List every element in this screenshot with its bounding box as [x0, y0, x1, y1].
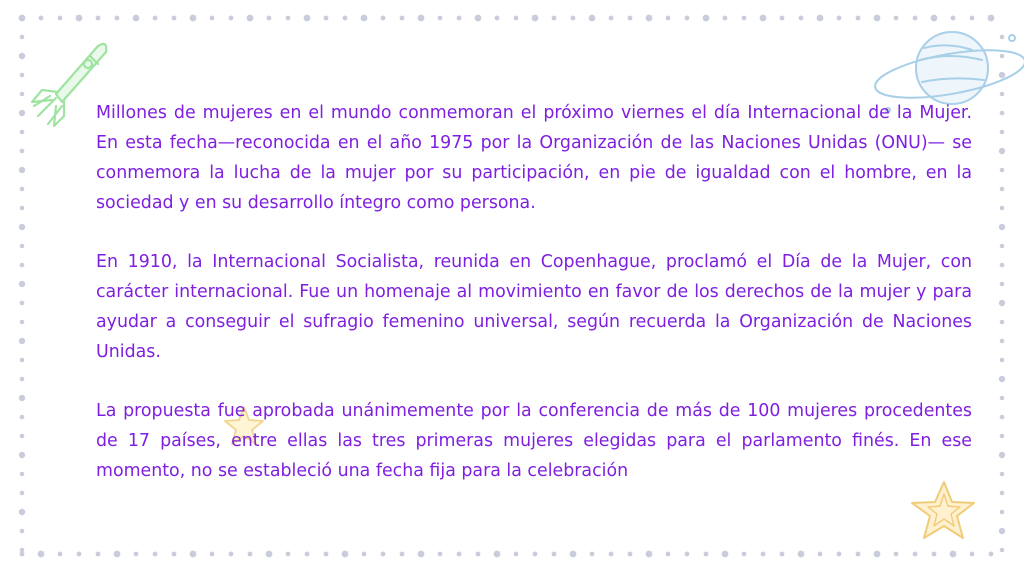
border-dot	[39, 16, 44, 21]
border-dot	[286, 552, 291, 557]
border-dot	[248, 552, 253, 557]
border-dot	[552, 16, 557, 21]
border-dot	[1000, 130, 1005, 135]
border-dot	[685, 16, 690, 21]
border-dot	[999, 376, 1005, 382]
border-dot	[19, 167, 25, 173]
border-dot	[1000, 396, 1005, 401]
border-dot	[20, 320, 25, 325]
border-dot	[780, 552, 785, 557]
border-dot	[1000, 282, 1005, 287]
border-dot	[247, 15, 254, 22]
border-dot	[1000, 548, 1005, 553]
border-dot	[210, 16, 215, 21]
border-dot	[1000, 244, 1005, 249]
border-dot	[666, 552, 671, 557]
border-dot	[1000, 187, 1005, 192]
border-dot	[210, 552, 215, 557]
border-dot	[58, 552, 63, 557]
border-dot	[494, 551, 501, 558]
border-dot	[1000, 510, 1005, 515]
border-dot	[999, 528, 1005, 534]
border-dot	[172, 552, 177, 557]
border-dot	[780, 16, 785, 21]
border-dot	[305, 552, 310, 557]
border-dot	[58, 16, 63, 21]
border-dot	[760, 15, 767, 22]
border-dot	[381, 552, 386, 557]
border-dot	[609, 552, 614, 557]
border-dot	[267, 16, 272, 21]
border-dot	[742, 16, 747, 21]
border-dot	[988, 15, 995, 22]
border-dot	[400, 16, 405, 21]
border-dot	[418, 15, 425, 22]
border-dot	[266, 551, 273, 558]
border-dot	[874, 551, 881, 558]
border-dot	[362, 552, 367, 557]
border-dot	[381, 16, 386, 21]
border-dot	[590, 552, 595, 557]
border-dot	[20, 434, 25, 439]
border-dot	[153, 16, 158, 21]
border-dot	[304, 15, 311, 22]
border-dot	[571, 16, 576, 21]
border-dot	[457, 552, 462, 557]
border-dot	[761, 552, 766, 557]
border-dot	[723, 16, 728, 21]
border-dot	[1000, 339, 1005, 344]
border-dot	[817, 15, 824, 22]
border-dot	[475, 15, 482, 22]
border-dot	[20, 263, 25, 268]
paragraph-3: La propuesta fue aprobada unánimemente por la conferencia de más de 100 mujeres procedentes de 17 países, entre ellas las tres primeras mujeres elegidas para el parlamento finés. En ese momento, no se estableció una fecha fija para la celebración	[96, 401, 972, 481]
border-dot	[799, 16, 804, 21]
border-dot	[96, 552, 101, 557]
border-dot	[495, 16, 500, 21]
border-dot	[628, 552, 633, 557]
border-dot	[77, 552, 82, 557]
border-dot	[1000, 206, 1005, 211]
border-dot	[1000, 415, 1005, 420]
border-dot	[704, 552, 709, 557]
border-dot	[666, 16, 671, 21]
border-dot	[703, 15, 710, 22]
border-dot	[570, 551, 577, 558]
border-dot	[999, 452, 1005, 458]
border-dot	[1000, 263, 1005, 268]
border-dot	[400, 552, 405, 557]
border-dot	[931, 15, 938, 22]
border-dot	[229, 16, 234, 21]
border-dot	[951, 16, 956, 21]
border-dot	[514, 552, 519, 557]
border-dot	[361, 15, 368, 22]
border-dot	[856, 552, 861, 557]
border-dot	[190, 15, 197, 22]
border-dot	[950, 551, 957, 558]
border-dot	[646, 551, 653, 558]
border-dot	[999, 148, 1005, 154]
paragraph-2: En 1910, la Internacional Socialista, reunida en Copenhague, proclamó el Día de la Mujer, con carácter internacional. Fue un homenaje al movimiento en favor de los derechos de la mujer y para ayudar a conseguir el sufragio femenino universal, según recuerda la Organización de Naciones Unidas.	[96, 252, 972, 362]
border-dot	[20, 301, 25, 306]
border-dot	[20, 548, 25, 553]
border-dot	[38, 551, 45, 558]
border-dot	[837, 552, 842, 557]
border-dot	[552, 552, 557, 557]
border-dot	[874, 15, 881, 22]
border-dot	[970, 552, 975, 557]
border-dot	[229, 552, 234, 557]
border-dot	[19, 395, 25, 401]
border-dot	[646, 15, 653, 22]
border-dot	[133, 15, 140, 22]
border-dot	[20, 415, 25, 420]
border-dot	[913, 552, 918, 557]
border-dot	[589, 15, 596, 22]
border-dot	[438, 16, 443, 21]
border-dot	[114, 551, 121, 558]
border-dot	[532, 15, 539, 22]
border-dot	[514, 16, 519, 21]
border-dot	[1000, 472, 1005, 477]
border-dot	[438, 552, 443, 557]
border-dot	[20, 149, 25, 154]
border-dot	[1000, 320, 1005, 325]
body-text	[96, 98, 972, 486]
border-dot	[894, 552, 899, 557]
border-dot	[932, 552, 937, 557]
border-dot	[134, 552, 139, 557]
border-dot	[20, 552, 25, 557]
border-dot	[999, 300, 1005, 306]
border-dot	[476, 552, 481, 557]
border-dot	[999, 224, 1005, 230]
border-dot	[418, 551, 425, 558]
border-dot	[286, 16, 291, 21]
border-dot	[1000, 434, 1005, 439]
border-dot	[190, 551, 197, 558]
border-dot	[324, 552, 329, 557]
border-dot	[913, 16, 918, 21]
border-dot	[970, 16, 975, 21]
border-dot	[722, 551, 729, 558]
border-dot	[172, 16, 177, 21]
border-dot	[609, 16, 614, 21]
border-dot	[20, 377, 25, 382]
border-dot	[1000, 168, 1005, 173]
star-icon	[908, 478, 978, 544]
border-dot	[20, 491, 25, 496]
border-dot	[20, 472, 25, 477]
border-dot	[20, 206, 25, 211]
border-dot	[989, 552, 994, 557]
border-dot	[76, 15, 83, 22]
border-dot	[742, 552, 747, 557]
border-dot	[19, 281, 25, 287]
border-dot	[457, 16, 462, 21]
border-dot	[818, 552, 823, 557]
border-dot	[1000, 491, 1005, 496]
border-dot	[20, 244, 25, 249]
border-dot	[20, 358, 25, 363]
border-dot	[115, 16, 120, 21]
border-dot	[19, 452, 25, 458]
border-dot	[798, 551, 805, 558]
border-dot	[628, 16, 633, 21]
border-dot	[342, 551, 349, 558]
border-dot	[856, 16, 861, 21]
border-dot	[1000, 358, 1005, 363]
border-dot	[533, 552, 538, 557]
border-dot	[837, 16, 842, 21]
border-dot	[19, 15, 26, 22]
border-dot	[343, 16, 348, 21]
border-dot	[20, 529, 25, 534]
border-dot	[20, 187, 25, 192]
border-dot	[19, 224, 25, 230]
border-dot	[153, 552, 158, 557]
border-dot	[19, 509, 25, 515]
border-dot	[685, 552, 690, 557]
paragraph-1: Millones de mujeres en el mundo conmemoran el próximo viernes el día Internacional de la Mujer. En esta fecha—reconocida en el año 1975 por la Organización de las Naciones Unidas (ONU)— se conmemora la lucha de la mujer por su participación, en pie de igualdad con el hombre, en la sociedad y en su desarrollo íntegro como persona.	[96, 103, 972, 213]
border-dot	[894, 16, 899, 21]
border-dot	[96, 16, 101, 21]
border-dot	[19, 338, 25, 344]
border-dot	[324, 16, 329, 21]
